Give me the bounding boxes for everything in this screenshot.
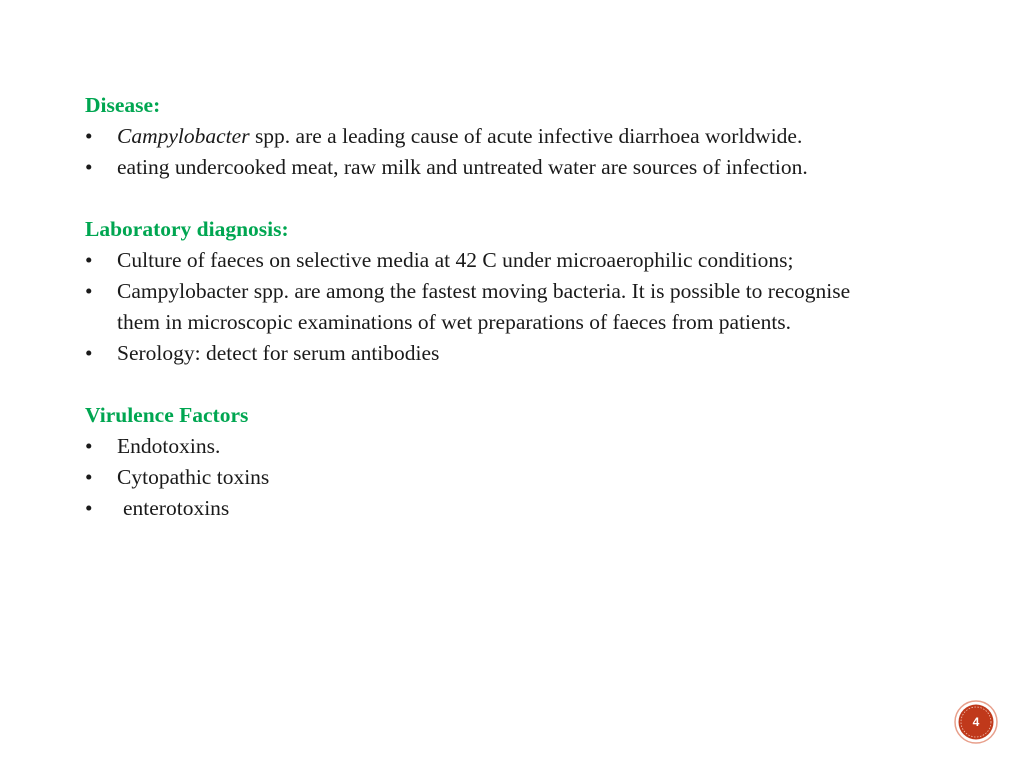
page-number: 4 [972,715,980,729]
bullet-text: Culture of faeces on selective media at 42 C under microaerophilic conditions; [117,248,794,272]
virulence-heading: Virulence Factors [85,403,249,427]
bullet-text: eating undercooked meat, raw milk and untreated water are sources of infection. [117,155,808,179]
list-item [85,245,885,276]
list-item [85,493,885,524]
section-spacer [85,183,885,214]
bullet-marker: • [85,124,93,148]
bullet-text: Cytopathic toxins [117,465,270,489]
bullet-marker: • [85,465,93,489]
page-number-badge [954,700,998,744]
bullet-text: Serology: detect for serum antibodies [117,341,440,365]
bullet-marker: • [85,279,93,303]
section-spacer [85,369,885,400]
slide-content [85,90,885,524]
bullet-italic-text: Campylobacter [117,124,250,148]
virulence-list [85,431,885,524]
list-item [85,431,885,462]
bullet-text: spp. are a leading cause of acute infective diarrhoea worldwide. [249,124,803,148]
disease-heading: Disease: [85,93,161,117]
disease-list [85,121,885,183]
bullet-text: Campylobacter spp. are among the fastest moving bacteria. It is possible to recognise them in microscopic examinations of wet preparations of faeces from patients. [117,279,851,334]
bullet-marker: • [85,434,93,458]
bullet-marker: • [85,155,93,179]
bullet-marker: • [85,248,93,272]
list-item [85,152,885,183]
diagnosis-list [85,245,885,369]
bullet-text: enterotoxins [123,496,230,520]
diagnosis-heading: Laboratory diagnosis: [85,217,289,241]
list-item [85,462,885,493]
list-item [85,121,885,152]
list-item [85,276,885,338]
bullet-marker: • [85,341,93,365]
list-item [85,338,885,369]
bullet-text: Endotoxins. [117,434,221,458]
bullet-marker: • [85,496,93,520]
